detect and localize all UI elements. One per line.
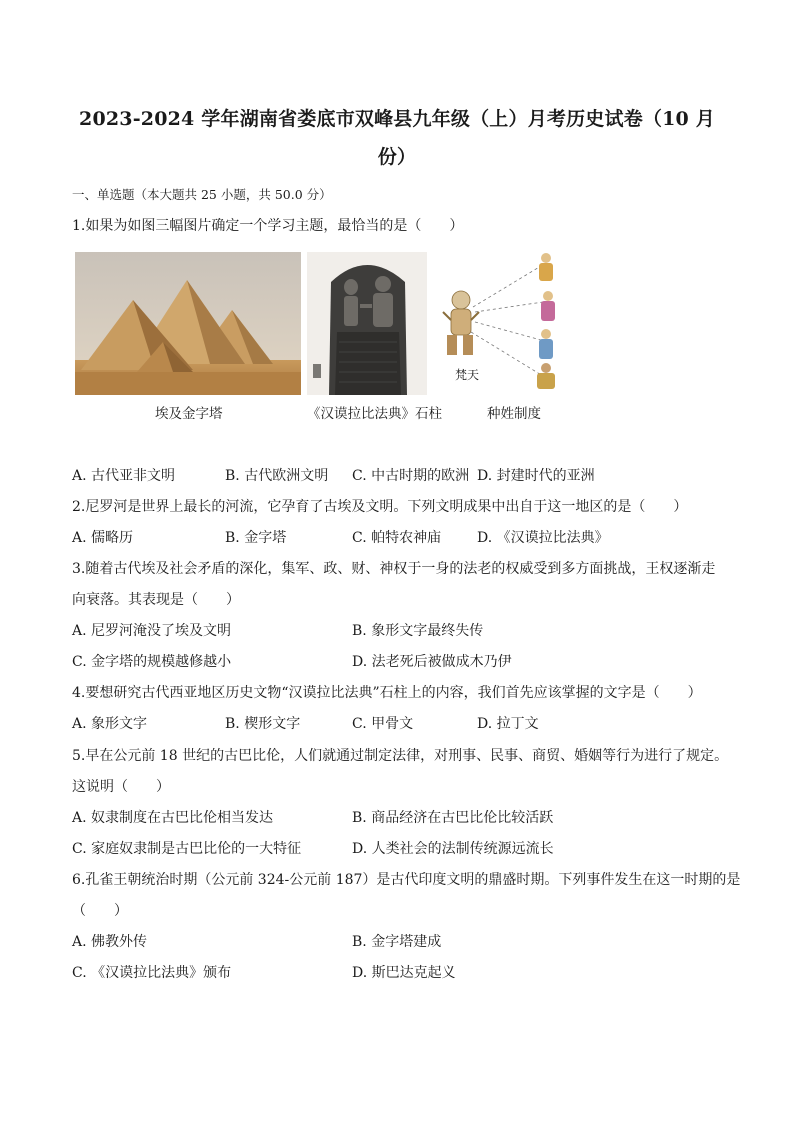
q1-caption-stele: 《汉谟拉比法典》石柱 [307, 406, 442, 422]
q5-option-d[interactable]: D. 人类社会的法制传统源远流长 [352, 841, 554, 857]
q3-option-c[interactable]: C. 金字塔的规模越修越小 [72, 654, 232, 670]
q4-stem: 4.要想研究古代西亚地区历史文物“汉谟拉比法典”石柱上的内容，我们首先应该掌握的文字是（ ） [72, 685, 702, 701]
q3-stem-line-2: 向衰落。其表现是（ ） [72, 592, 240, 608]
q5-stem-line-1: 5.早在公元前 18 世纪的古巴比伦，人们就通过制定法律，对刑事、民事、商贸、婚姻等行为进行了规定。 [72, 748, 729, 764]
q5-option-c[interactable]: C. 家庭奴隶制是古巴比伦的一大特征 [72, 841, 302, 857]
q2-option-c[interactable]: C. 帕特农神庙 [352, 530, 442, 546]
q5-option-b[interactable]: B. 商品经济在古巴比伦比较活跃 [352, 810, 554, 826]
q6-stem-line-1: 6.孔雀王朝统治时期（公元前 324-公元前 187）是古代印度文明的鼎盛时期。下列事件发生在这一时期的是 [72, 872, 741, 888]
q6-option-d[interactable]: D. 斯巴达克起义 [352, 965, 456, 981]
q4-option-c[interactable]: C. 甲骨文 [352, 716, 414, 732]
q1-option-d[interactable]: D. 封建时代的亚洲 [477, 468, 595, 484]
q2-option-a[interactable]: A. 儒略历 [72, 530, 134, 546]
pyramids-image [75, 252, 301, 395]
q3-option-d[interactable]: D. 法老死后被做成木乃伊 [352, 654, 512, 670]
q4-option-b[interactable]: B. 楔形文字 [225, 716, 301, 732]
title-line-2: 份） [377, 146, 417, 168]
q1-figure [75, 252, 575, 427]
q4-option-d[interactable]: D. 拉丁文 [477, 716, 539, 732]
caste-system-image [433, 252, 573, 395]
q2-option-b[interactable]: B. 金字塔 [225, 530, 287, 546]
q4-option-a[interactable]: A. 象形文字 [72, 716, 148, 732]
q3-option-b[interactable]: B. 象形文字最终失传 [352, 623, 484, 639]
q6-option-b[interactable]: B. 金字塔建成 [352, 934, 442, 950]
q1-option-a[interactable]: A. 古代亚非文明 [72, 468, 176, 484]
q3-option-a[interactable]: A. 尼罗河淹没了埃及文明 [72, 623, 232, 639]
q1-caption-caste: 种姓制度 [487, 406, 541, 422]
title-line-1: 2023-2024 学年湖南省娄底市双峰县九年级（上）月考历史试卷（10 月 [79, 108, 715, 130]
q2-stem: 2.尼罗河是世界上最长的河流，它孕育了古埃及文明。下列文明成果中出自于这一地区的是（ ） [72, 499, 688, 515]
q3-stem-line-1: 3.随着古代埃及社会矛盾的深化，集军、政、财、神权于一身的法老的权威受到多方面挑战，王权逐渐走 [72, 561, 716, 577]
q1-option-b[interactable]: B. 古代欧洲文明 [225, 468, 329, 484]
q6-stem-line-2: （ ） [72, 903, 128, 919]
fantian-label: 梵天 [455, 368, 480, 382]
q2-option-d[interactable]: D. 《汉谟拉比法典》 [477, 530, 609, 546]
exam-title [60, 100, 734, 176]
q1-stem: 1.如果为如图三幅图片确定一个学习主题，最恰当的是（ ） [72, 218, 464, 234]
hammurabi-stele-image [307, 252, 427, 395]
q6-option-c[interactable]: C. 《汉谟拉比法典》颁布 [72, 965, 232, 981]
q5-option-a[interactable]: A. 奴隶制度在古巴比伦相当发达 [72, 810, 274, 826]
q1-option-c[interactable]: C. 中古时期的欧洲 [352, 468, 470, 484]
section-heading: 一、单选题（本大题共 25 小题，共 50.0 分） [72, 187, 332, 202]
q6-option-a[interactable]: A. 佛教外传 [72, 934, 148, 950]
q5-stem-line-2: 这说明（ ） [72, 779, 170, 795]
q1-caption-pyramids: 埃及金字塔 [155, 406, 223, 422]
